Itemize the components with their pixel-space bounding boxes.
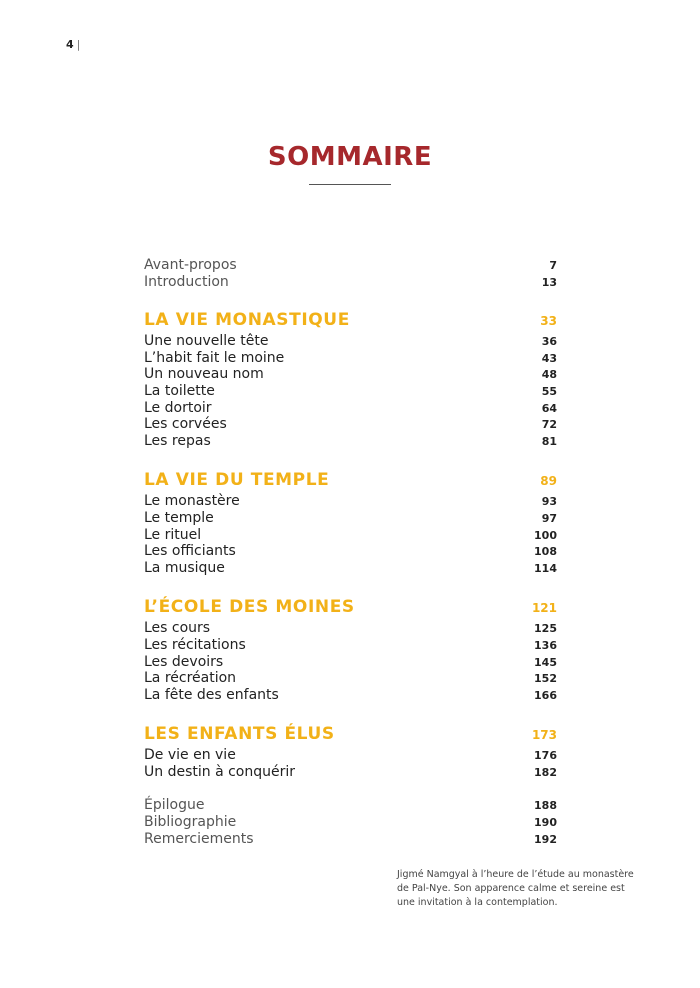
toc-entry-page: 182	[534, 765, 557, 779]
photo-caption: Jigmé Namgyal à l’heure de l’étude au monastère de Pal-Nye. Son apparence calme et sereine est une invitation à la contemplation.	[397, 869, 634, 908]
toc-entry-label: La récréation	[144, 670, 237, 687]
toc-entry-label: Les corvées	[144, 416, 227, 433]
toc-chapter-vie-monastique[interactable]	[144, 307, 557, 333]
toc-row-front-avant-propos[interactable]	[144, 257, 557, 274]
spacer	[144, 290, 557, 307]
toc-entry-page: 64	[541, 401, 557, 415]
toc-entry-page: 100	[534, 528, 557, 542]
toc-row[interactable]	[144, 433, 557, 450]
page-number	[66, 38, 80, 51]
toc-row[interactable]	[144, 493, 557, 510]
toc-entry-page: 81	[541, 434, 557, 448]
toc-entry-page: 192	[534, 832, 557, 846]
toc-entry-label: La musique	[144, 559, 225, 576]
page-number-value: 4	[66, 38, 74, 51]
page-number-separator: |	[76, 38, 81, 51]
toc-entry-label: La fête des enfants	[144, 686, 279, 703]
toc-entry-page: 93	[541, 495, 557, 509]
toc-entry-label: Épilogue	[144, 797, 205, 814]
chapter-title: L’ÉCOLE DES MOINES	[144, 597, 355, 618]
toc-row[interactable]	[144, 747, 557, 764]
toc-entry-page: 190	[534, 816, 557, 830]
toc-entry-page: 114	[534, 561, 557, 575]
toc-row-back-bibliographie[interactable]	[144, 814, 557, 831]
toc-row[interactable]	[144, 400, 557, 417]
toc-row[interactable]	[144, 687, 557, 704]
toc-row-back-remerciements[interactable]	[144, 831, 557, 848]
toc-entry-label: De vie en vie	[144, 747, 236, 764]
toc-entry-page: 108	[534, 545, 557, 559]
toc-entry-page: 166	[534, 688, 557, 702]
toc-entry-page: 125	[534, 622, 557, 636]
toc-chapter-enfants-elus[interactable]	[144, 721, 557, 747]
toc-entry-label: Les repas	[144, 432, 211, 449]
toc-entry-label: Les officiants	[144, 543, 236, 560]
toc-entry-page: 36	[541, 335, 557, 349]
toc-entry-label: Avant-propos	[144, 257, 237, 273]
toc-entry-label: Une nouvelle tête	[144, 333, 269, 350]
toc-entry-page: 176	[534, 749, 557, 763]
toc-entry-page: 72	[541, 418, 557, 432]
toc-row[interactable]	[144, 764, 557, 781]
toc-row[interactable]	[144, 527, 557, 544]
chapter-page: 173	[531, 728, 557, 743]
chapter-page: 33	[540, 314, 557, 329]
toc-row[interactable]	[144, 620, 557, 637]
toc-entry-page: 97	[541, 511, 557, 525]
toc-entry-label: Les cours	[144, 620, 211, 637]
toc-row-front-introduction[interactable]	[144, 274, 557, 291]
chapter-page: 121	[531, 601, 557, 616]
chapter-title: LA VIE MONASTIQUE	[144, 310, 350, 331]
toc-entry-page: 13	[541, 275, 557, 289]
page-title: SOMMAIRE	[267, 142, 433, 172]
toc-entry-page: 188	[534, 799, 557, 813]
toc-entry-label: Un nouveau nom	[144, 366, 264, 383]
toc-row[interactable]	[144, 670, 557, 687]
toc-row[interactable]	[144, 350, 557, 367]
toc-entry-page: 152	[534, 672, 557, 686]
toc-row[interactable]	[144, 560, 557, 577]
toc-row[interactable]	[144, 416, 557, 433]
toc-row[interactable]	[144, 654, 557, 671]
toc-row[interactable]	[144, 383, 557, 400]
chapter-title: LES ENFANTS ÉLUS	[144, 724, 335, 745]
spacer	[144, 703, 557, 721]
toc-row[interactable]	[144, 510, 557, 527]
toc-row-back-epilogue[interactable]	[144, 797, 557, 814]
toc-entry-label: Le monastère	[144, 493, 240, 510]
toc-entry-page: 48	[541, 368, 557, 382]
toc-entry-label: Les récitations	[144, 636, 246, 653]
toc-chapter-vie-du-temple[interactable]	[144, 467, 557, 493]
toc-entry-page: 55	[541, 384, 557, 398]
toc-entry-label: Le temple	[144, 509, 214, 526]
toc-entry-label: Un destin à conquérir	[144, 763, 296, 780]
spacer	[144, 576, 557, 594]
chapter-title: LA VIE DU TEMPLE	[144, 470, 330, 491]
toc-entry-page: 43	[541, 351, 557, 365]
toc-entry-label: La toilette	[144, 382, 215, 399]
toc-entry-label: Le dortoir	[144, 399, 212, 416]
toc-entry-label: Le rituel	[144, 526, 202, 543]
toc-entry-page: 145	[534, 655, 557, 669]
toc-entry-label: Bibliographie	[144, 814, 237, 831]
toc-entry-label: Remerciements	[144, 830, 254, 847]
toc-row[interactable]	[144, 366, 557, 383]
toc-row[interactable]	[144, 543, 557, 560]
spacer	[144, 780, 557, 797]
toc-row[interactable]	[144, 333, 557, 350]
table-of-contents	[144, 257, 557, 847]
spacer	[144, 449, 557, 467]
title-divider	[309, 184, 391, 185]
toc-entry-label: L’habit fait le moine	[144, 349, 285, 366]
chapter-page: 89	[540, 474, 557, 489]
toc-row[interactable]	[144, 637, 557, 654]
toc-chapter-ecole-des-moines[interactable]	[144, 594, 557, 620]
toc-entry-label: Les devoirs	[144, 653, 224, 670]
toc-entry-page: 7	[549, 259, 557, 272]
toc-entry-label: Introduction	[144, 273, 229, 290]
toc-entry-page: 136	[534, 638, 557, 652]
